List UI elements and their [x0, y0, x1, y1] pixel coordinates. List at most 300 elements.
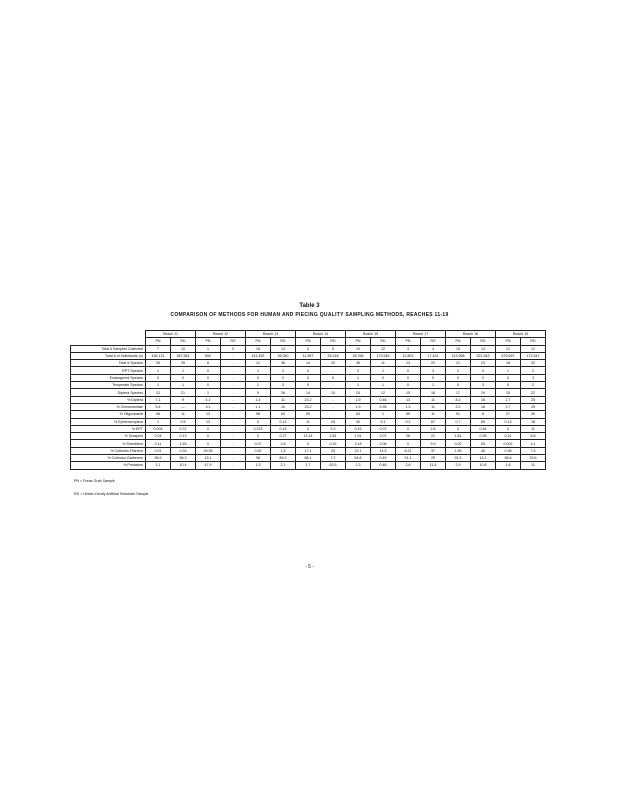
table-cell: 0.07: [371, 425, 396, 432]
table-cell: 3: [421, 367, 446, 374]
row-label: % Chironomidae: [71, 403, 146, 410]
table-row: [71, 396, 546, 403]
table-cell: 32: [521, 360, 546, 367]
table-cell: -: [321, 382, 346, 389]
table-cell: 1: [196, 389, 221, 396]
table-cell: 13: [396, 396, 421, 403]
row-label: % Diptera: [71, 396, 146, 403]
table-cell: 30: [346, 418, 371, 425]
table-cell: 0: [296, 367, 321, 374]
table-row: [71, 389, 546, 396]
table-cell: -: [321, 403, 346, 410]
table-cell: 0: [171, 374, 196, 381]
table-cell: 0.49: [371, 455, 396, 462]
table-cell: 10.8: [471, 462, 496, 469]
table-cell: 2.1: [271, 462, 296, 469]
table-cell: 6.21: [396, 447, 421, 454]
table-cell: 0: [446, 374, 471, 381]
reach-header: Reach 13: [246, 331, 296, 338]
table-cell: 0: [196, 367, 221, 374]
table-cell: 1.81: [446, 433, 471, 440]
table-cell: 1: [146, 382, 171, 389]
table-cell: 2: [346, 367, 371, 374]
table-cell: 12: [146, 389, 171, 396]
table-cell: 1.3: [396, 403, 421, 410]
table-cell: 6: [196, 360, 221, 367]
table-cell: 179,545: [371, 352, 396, 359]
table-cell: 0: [196, 374, 221, 381]
table-cell: 17,431: [421, 352, 446, 359]
table-cell: 1: [171, 367, 196, 374]
table-cell: 25: [521, 396, 546, 403]
table-cell: 0: [396, 367, 421, 374]
row-label: % Scrapers: [71, 433, 146, 440]
table-cell: 0.002: [496, 440, 521, 447]
table-cell: 18: [496, 360, 521, 367]
table-cell: 5.4: [146, 403, 171, 410]
table-cell: 1.53: [171, 440, 196, 447]
table-row: [71, 352, 546, 359]
table-cell: 0: [246, 374, 271, 381]
table-cell: 25: [521, 403, 546, 410]
table-cell: 0.13: [271, 418, 296, 425]
row-label: % Collector-Gatherers: [71, 455, 146, 462]
table-cell: 25: [321, 418, 346, 425]
table-cell: 20: [346, 389, 371, 396]
table-cell: 64: [271, 411, 296, 418]
table-cell: 1.1: [246, 403, 271, 410]
table-cell: -: [321, 396, 346, 403]
table-cell: 25: [471, 440, 496, 447]
table-cell: 0.5: [171, 418, 196, 425]
table-cell: 20: [421, 360, 446, 367]
table-cell: 1.9: [346, 396, 371, 403]
table-cell: 0.33: [171, 447, 196, 454]
table-cell: 27: [496, 411, 521, 418]
table-cell: 1: [346, 374, 371, 381]
table-cell: 37: [421, 447, 446, 454]
table-cell: -: [221, 425, 246, 432]
table-cell: 2: [521, 382, 546, 389]
reach-header: Reach 17: [396, 331, 446, 338]
table-cell: 3.1: [196, 403, 221, 410]
table-cell: 1: [371, 382, 396, 389]
table-cell: 10: [271, 403, 296, 410]
table-cell: 26: [271, 389, 296, 396]
table-cell: 550: [196, 352, 221, 359]
table-cell: 28,766: [346, 352, 371, 359]
table-cell: 16: [471, 396, 496, 403]
table-cell: 11: [171, 411, 196, 418]
table-cell: 2.7: [496, 403, 521, 410]
table-cell: 14: [471, 345, 496, 352]
table-cell: 0: [221, 345, 246, 352]
table-cell: 0.43: [346, 425, 371, 432]
table-cell: 436,131: [146, 352, 171, 359]
table-cell: 0: [296, 440, 321, 447]
table-cell: 1: [371, 411, 396, 418]
table-cell: 0.07: [371, 433, 396, 440]
table-cell: -: [221, 352, 246, 359]
table-cell: 5.8: [521, 433, 546, 440]
table-cell: 12: [246, 360, 271, 367]
table-cell: 39,040: [271, 352, 296, 359]
table-row: [71, 447, 546, 454]
reach-header: Reach 11: [146, 331, 196, 338]
table-cell: 20: [321, 360, 346, 367]
table-cell: 1.9: [346, 403, 371, 410]
table-cell: 0.01: [146, 447, 171, 454]
table-cell: 3: [271, 382, 296, 389]
table-cell: 96.6: [496, 455, 521, 462]
table-cell: 1: [496, 367, 521, 374]
table-cell: 15: [496, 389, 521, 396]
table-cell: 0: [246, 418, 271, 425]
table-cell: 89.2: [271, 455, 296, 462]
table-cell: 1.55: [446, 447, 471, 454]
table-cell: 13.14: [296, 433, 321, 440]
table-row: [71, 345, 546, 352]
method-header: RD: [371, 338, 396, 345]
table-cell: 91.3: [446, 455, 471, 462]
table-cell: 29.6: [521, 455, 546, 462]
row-label: Total # Samples Collected: [71, 345, 146, 352]
table-cell: -: [221, 447, 246, 454]
page-number: - 5 -: [305, 564, 314, 570]
table-cell: 1: [371, 367, 396, 374]
table-cell: 0.35: [371, 403, 396, 410]
table-cell: 7: [146, 345, 171, 352]
table-cell: 0: [196, 382, 221, 389]
table-cell: 11: [371, 360, 396, 367]
table-cell: -: [221, 411, 246, 418]
table-cell: 2.3: [346, 462, 371, 469]
table-cell: 23: [471, 360, 496, 367]
table-cell: 21: [171, 389, 196, 396]
table-cell: 3: [471, 382, 496, 389]
note-hester-dendy: RD = Hester-Dendy Artificial Substrate Sample: [74, 492, 149, 496]
table-cell: 2.9: [446, 462, 471, 469]
table-cell: 0: [396, 374, 421, 381]
table-cell: -: [321, 411, 346, 418]
table-cell: 17: [446, 389, 471, 396]
table-cell: 1: [246, 367, 271, 374]
table-cell: 15: [446, 345, 471, 352]
table-cell: 91: [446, 411, 471, 418]
reach-header-row: [71, 331, 546, 338]
table-cell: -: [321, 367, 346, 374]
table-cell: -: [221, 360, 246, 367]
method-header: PN: [246, 338, 271, 345]
table-cell: 18: [521, 418, 546, 425]
table-cell: 12: [371, 389, 396, 396]
table-cell: 1.4: [246, 396, 271, 403]
corner-cell: [71, 338, 146, 345]
table-cell: 16: [421, 389, 446, 396]
table-cell: 14: [296, 389, 321, 396]
table-cell: 0: [271, 374, 296, 381]
table-row: [71, 360, 546, 367]
table-cell: 0: [146, 374, 171, 381]
table-cell: 9.1: [371, 418, 396, 425]
table-cell: 3: [396, 345, 421, 352]
table-cell: 0: [446, 425, 471, 432]
table-cell: 1.3: [246, 462, 271, 469]
table-cell: 15: [321, 389, 346, 396]
table-cell: 0.52: [246, 447, 271, 454]
table-cell: 3.2: [446, 403, 471, 410]
table-cell: 55: [296, 411, 321, 418]
table-cell: -: [221, 374, 246, 381]
table-cell: 69: [471, 418, 496, 425]
table-cell: 0.3: [321, 425, 346, 432]
table-cell: 521,543: [471, 352, 496, 359]
row-label: Temperate Species: [71, 382, 146, 389]
table-cell: -: [221, 403, 246, 410]
table-cell: 0.07: [246, 440, 271, 447]
table-cell: 1: [171, 382, 196, 389]
table-row: [71, 425, 546, 432]
table-cell: 16: [246, 345, 271, 352]
row-label: RPT Species: [71, 367, 146, 374]
table-cell: 11: [421, 403, 446, 410]
table-cell: 22: [521, 389, 546, 396]
table-cell: 367,581: [171, 352, 196, 359]
table-cell: 5: [296, 345, 321, 352]
method-header: RD: [321, 338, 346, 345]
table-cell: 2: [521, 367, 546, 374]
table-cell: 36: [346, 360, 371, 367]
method-header: PN: [446, 338, 471, 345]
table-cell: 0.37: [171, 425, 196, 432]
row-label: % Predators: [71, 462, 146, 469]
table-cell: 3: [271, 367, 296, 374]
table-cell: 28: [396, 433, 421, 440]
table-cell: 0: [321, 374, 346, 381]
table-cell: 11: [271, 396, 296, 403]
table-cell: 5: [321, 345, 346, 352]
reach-header: Reach 14: [296, 331, 346, 338]
table-row: [71, 411, 546, 418]
table-title: Table 3: [299, 303, 320, 309]
table-cell: 0.27: [271, 433, 296, 440]
table-cell: 11: [521, 425, 546, 432]
method-header-row: [71, 338, 546, 345]
table-row: [71, 382, 546, 389]
table-cell: 38: [271, 360, 296, 367]
table-cell: 11: [296, 418, 321, 425]
table-row: [71, 374, 546, 381]
table-cell: -: [221, 396, 246, 403]
table-cell: 14: [296, 360, 321, 367]
table-cell: 4.2: [196, 396, 221, 403]
table-cell: 11: [521, 462, 546, 469]
table-cell: 11,967: [296, 352, 321, 359]
table-cell: 0.54: [471, 425, 496, 432]
table-cell: 0.46: [371, 396, 396, 403]
table-cell: 0: [496, 374, 521, 381]
table-cell: 7.1: [146, 396, 171, 403]
table-cell: 9.9: [421, 440, 446, 447]
table-cell: 0.004: [146, 425, 171, 432]
table-cell: 0: [421, 374, 446, 381]
table-cell: 98: [246, 455, 271, 462]
table-cell: 98: [246, 411, 271, 418]
table-cell: 12: [371, 345, 396, 352]
row-label: % Collector-Filterers: [71, 447, 146, 454]
table-cell: 2.7: [496, 396, 521, 403]
table-cell: 1.5: [271, 447, 296, 454]
table-cell: 2.1: [146, 462, 171, 469]
table-cell: 0: [196, 440, 221, 447]
table-cell: 23.1: [346, 447, 371, 454]
table-cell: -: [221, 382, 246, 389]
method-header: RD: [521, 338, 546, 345]
table-cell: 1: [196, 345, 221, 352]
method-header: PN: [496, 338, 521, 345]
table-cell: 1: [146, 367, 171, 374]
table-cell: 35: [146, 360, 171, 367]
reach-header: Reach 12: [196, 331, 246, 338]
table-cell: 10.4: [171, 462, 196, 469]
table-cell: 48: [471, 447, 496, 454]
table-cell: 4: [421, 345, 446, 352]
table-cell: 2.81: [321, 433, 346, 440]
table-cell: 29.35: [196, 447, 221, 454]
table-cell: 0: [396, 425, 421, 432]
table-cell: 3.1: [521, 440, 546, 447]
table-cell: 96.3: [171, 455, 196, 462]
table-cell: 0.223: [246, 425, 271, 432]
method-header: PN: [396, 338, 421, 345]
method-header: PN: [196, 338, 221, 345]
table-cell: 0: [396, 440, 421, 447]
corner-cell: [71, 331, 146, 338]
table-cell: 411,493: [246, 352, 271, 359]
method-header: RD: [421, 338, 446, 345]
table-cell: 3: [521, 374, 546, 381]
table-cell: 1: [246, 382, 271, 389]
table-cell: 12,801: [396, 352, 421, 359]
table-cell: 0: [396, 382, 421, 389]
row-label: Total # Species: [71, 360, 146, 367]
reach-header: Reach 15: [346, 331, 396, 338]
method-header: PN: [296, 338, 321, 345]
table-cell: 12: [496, 345, 521, 352]
method-header: RD: [471, 338, 496, 345]
table-cell: 23.2: [296, 403, 321, 410]
table-cell: 0: [196, 425, 221, 432]
table-cell: -: [221, 455, 246, 462]
table-cell: 25: [421, 455, 446, 462]
table-cell: 13: [396, 360, 421, 367]
table-cell: -: [221, 440, 246, 447]
table-cell: 63: [346, 411, 371, 418]
table-cell: 0.06: [371, 440, 396, 447]
table-cell: 14.5: [371, 447, 396, 454]
table-cell: 10: [171, 345, 196, 352]
comparison-table: [70, 330, 546, 470]
table-cell: 2.8: [421, 425, 446, 432]
table-row: [71, 403, 546, 410]
table-cell: 0.13: [171, 433, 196, 440]
table-cell: 59: [396, 411, 421, 418]
reach-header: Reach 18: [446, 331, 496, 338]
table-cell: 0: [471, 367, 496, 374]
table-cell: 68.1: [296, 455, 321, 462]
table-cell: 0: [496, 382, 521, 389]
table-cell: —: [171, 403, 196, 410]
table-cell: 0.31: [496, 433, 521, 440]
table-cell: 47.9: [196, 462, 221, 469]
table-cell: 14: [271, 345, 296, 352]
table-cell: 0.15: [271, 425, 296, 432]
table-cell: 0.04: [146, 433, 171, 440]
table-cell: 0: [296, 382, 321, 389]
table-cell: 16: [471, 403, 496, 410]
table-cell: 0: [246, 433, 271, 440]
table-cell: 579,697: [496, 352, 521, 359]
table-cell: 7.5: [521, 447, 546, 454]
table-cell: 15: [396, 389, 421, 396]
table-cell: 67: [421, 418, 446, 425]
table-cell: 54.6: [346, 455, 371, 462]
table-cell: 0: [471, 374, 496, 381]
table-cell: 26: [521, 411, 546, 418]
table-cell: 0.38: [496, 447, 521, 454]
row-label: Diptera Species: [71, 389, 146, 396]
table-cell: 19: [471, 389, 496, 396]
table-row: [71, 367, 546, 374]
table-cell: 2.8: [396, 462, 421, 469]
table-cell: 96.9: [146, 455, 171, 462]
table-cell: 11: [421, 396, 446, 403]
row-label: % Oligochaeta: [71, 411, 146, 418]
table-cell: 1.6: [496, 462, 521, 469]
table-row: [71, 433, 546, 440]
table-cell: 313,998: [446, 352, 471, 359]
table-cell: 23.2: [296, 396, 321, 403]
row-label: % Ephemeroptera: [71, 418, 146, 425]
table-cell: 25,318: [321, 352, 346, 359]
row-label: % Shredders: [71, 440, 146, 447]
table-row: [71, 418, 546, 425]
table-cell: 1.7: [296, 462, 321, 469]
table-cell: 0.35: [471, 433, 496, 440]
table-cell: 12: [521, 345, 546, 352]
table-cell: 21: [446, 360, 471, 367]
table-cell: -: [221, 418, 246, 425]
table-cell: 0.32: [321, 440, 346, 447]
table-cell: 9: [246, 389, 271, 396]
table-cell: 21: [421, 433, 446, 440]
table-cell: 1: [421, 382, 446, 389]
table-cell: 13: [196, 411, 221, 418]
table-cell: 2: [446, 367, 471, 374]
table-cell: 17.1: [296, 447, 321, 454]
table-cell: 0: [496, 425, 521, 432]
table-cell: 63.5: [321, 462, 346, 469]
method-header: RD: [171, 338, 196, 345]
table-cell: 13: [196, 418, 221, 425]
table-row: [71, 455, 546, 462]
table-row: [71, 462, 546, 469]
table-cell: 1: [146, 418, 171, 425]
table-cell: -: [221, 389, 246, 396]
table-cell: 96: [146, 411, 171, 418]
table-cell: 0: [296, 425, 321, 432]
table-subtitle: COMPARISON OF METHODS FOR HUMAN AND PIECING QUALITY SAMPLING METHODS, REACHES 11-19: [170, 312, 449, 318]
